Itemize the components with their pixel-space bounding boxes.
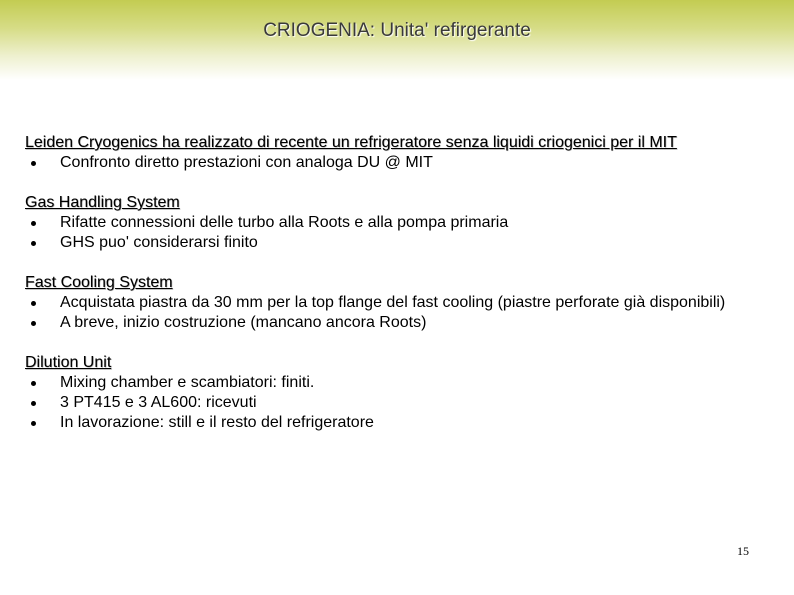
bullet-list — [25, 373, 770, 433]
bullet-item: GHS puo' considerarsi finito — [60, 233, 770, 253]
bullet-item: Confronto diretto prestazioni con analoga DU @ MIT — [60, 153, 770, 173]
bullet-list — [25, 213, 770, 253]
bullet-list — [25, 293, 770, 333]
slide-title: CRIOGENIA: Unita' refirgerante — [263, 20, 531, 41]
section-dilution-unit — [25, 353, 770, 433]
page-number: 15 — [737, 544, 749, 558]
section-heading: Leiden Cryogenics ha realizzato di recente un refrigeratore senza liquidi criogenici per il MIT — [25, 134, 677, 151]
section-gas-handling-system — [25, 193, 770, 253]
section-fast-cooling-system — [25, 273, 770, 333]
section-heading: Dilution Unit — [25, 354, 112, 371]
bullet-item: Rifatte connessioni delle turbo alla Roots e alla pompa primaria — [60, 213, 770, 233]
bullet-item: 3 PT415 e 3 AL600: ricevuti — [60, 393, 770, 413]
bullet-item: Mixing chamber e scambiatori: finiti. — [60, 373, 770, 393]
section-heading: Fast Cooling System — [25, 274, 173, 291]
section-leiden-cryogenics — [25, 133, 770, 173]
bullet-item: Acquistata piastra da 30 mm per la top flange del fast cooling (piastre perforate già disponibili) — [60, 293, 770, 313]
bullet-item: A breve, inizio costruzione (mancano ancora Roots) — [60, 313, 770, 333]
slide-body — [25, 133, 770, 453]
section-heading: Gas Handling System — [25, 194, 180, 211]
bullet-list — [25, 153, 770, 173]
bullet-item: In lavorazione: still e il resto del refrigeratore — [60, 413, 770, 433]
